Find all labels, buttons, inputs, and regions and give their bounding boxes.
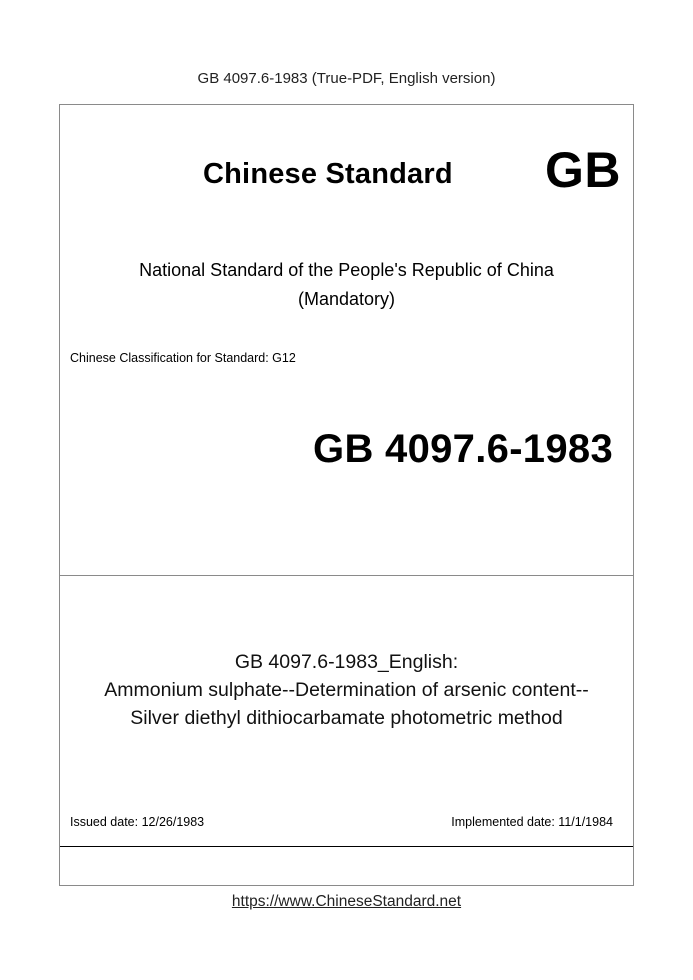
- footer: [0, 893, 693, 911]
- national-standard-line: National Standard of the People's Republic of China: [139, 260, 554, 280]
- implemented-date: Implemented date: 11/1/1984: [451, 815, 613, 829]
- mandatory-line: (Mandatory): [297, 289, 396, 309]
- website-link[interactable]: https://www.ChineseStandard.net: [231, 893, 462, 910]
- title-line-3: Silver diethyl dithiocarbamate photometric method: [130, 707, 563, 729]
- cover-frame: [59, 104, 634, 886]
- cover-top-section: [60, 105, 633, 576]
- title-line-2: Ammonium sulphate--Determination of arsenic content--: [104, 679, 589, 701]
- page-header: GB 4097.6-1983 (True-PDF, English version): [197, 70, 496, 87]
- cover-title-section: [60, 576, 633, 847]
- standard-number: GB 4097.6-1983: [313, 427, 613, 471]
- issued-date: Issued date: 12/26/1983: [70, 815, 205, 829]
- cover-bottom-box: [60, 847, 633, 885]
- classification-line: Chinese Classification for Standard: G12: [70, 351, 296, 365]
- gb-mark: GB: [545, 142, 621, 198]
- doc-type-heading: Chinese Standard: [203, 158, 453, 190]
- title-line-1: GB 4097.6-1983_English:: [234, 651, 459, 673]
